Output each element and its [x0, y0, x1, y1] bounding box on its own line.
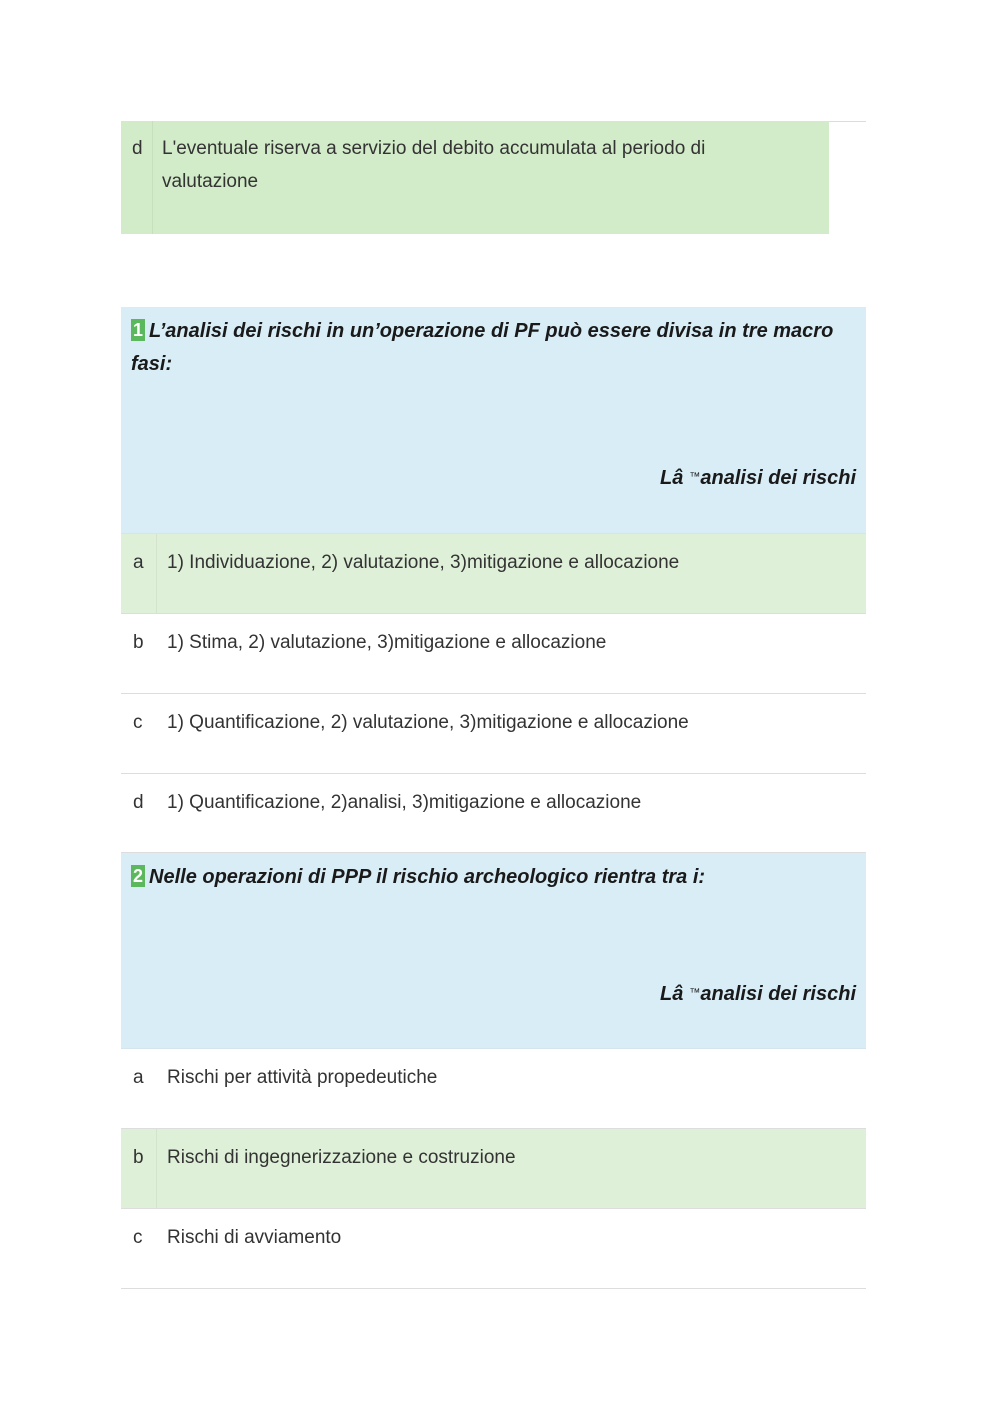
answer-letter: a — [133, 552, 144, 573]
answer-letter: a — [133, 1067, 144, 1088]
question-source — [660, 462, 856, 493]
answer-row-1b[interactable] — [121, 614, 866, 694]
answer-letter: b — [133, 632, 144, 653]
question-text — [131, 861, 851, 894]
answer-text: 1) Quantificazione, 2)analisi, 3)mitigazione e allocazione — [167, 792, 642, 813]
answer-letter: d — [132, 138, 143, 159]
answer-text: Rischi per attività propedeutiche — [167, 1067, 438, 1088]
question-text — [131, 315, 851, 381]
column-divider — [156, 1129, 157, 1208]
column-divider — [156, 534, 157, 613]
question-number-badge: 1 — [133, 320, 144, 340]
answer-row-1a[interactable] — [121, 534, 866, 614]
answer-row-2b[interactable] — [121, 1129, 866, 1209]
answer-letter: c — [133, 712, 143, 733]
answer-row-2c[interactable] — [121, 1209, 866, 1289]
answer-letter: b — [133, 1147, 144, 1168]
question-number-badge: 2 — [133, 866, 144, 886]
question-label: L’analisi dei rischi in un’operazione di PF può essere divisa in tre macro fasi: — [131, 320, 834, 375]
answer-letter: d — [133, 792, 144, 813]
question-1 — [121, 307, 866, 534]
answer-row-2a[interactable] — [121, 1049, 866, 1129]
answer-text: Rischi di avviamento — [167, 1227, 342, 1248]
question-2 — [121, 853, 866, 1049]
answer-text: 1) Individuazione, 2) valutazione, 3)mitigazione e allocazione — [167, 552, 680, 573]
spacer — [121, 234, 866, 307]
source-mark: ™ — [689, 471, 701, 483]
answer-row-prev-d[interactable] — [121, 121, 829, 234]
source-mark: ™ — [689, 987, 701, 999]
source-prefix: Lâ — [660, 467, 684, 489]
source-prefix: Lâ — [660, 983, 684, 1005]
question-label: Nelle operazioni di PPP il rischio archeologico rientra tra i: — [149, 866, 706, 888]
column-divider — [152, 121, 153, 234]
quiz-page — [121, 121, 866, 1289]
answer-text: L'eventuale riserva a servizio del debito accumulata al periodo di valutazione — [162, 138, 706, 192]
answer-text: 1) Quantificazione, 2) valutazione, 3)mitigazione e allocazione — [167, 712, 689, 733]
source-suffix: analisi dei rischi — [700, 467, 856, 489]
source-suffix: analisi dei rischi — [700, 983, 856, 1005]
answer-letter: c — [133, 1227, 143, 1248]
answer-text: Rischi di ingegnerizzazione e costruzione — [167, 1147, 516, 1168]
answer-row-1c[interactable] — [121, 694, 866, 774]
question-source — [660, 978, 856, 1009]
answer-text: 1) Stima, 2) valutazione, 3)mitigazione e allocazione — [167, 632, 607, 653]
answer-row-1d[interactable] — [121, 774, 866, 853]
